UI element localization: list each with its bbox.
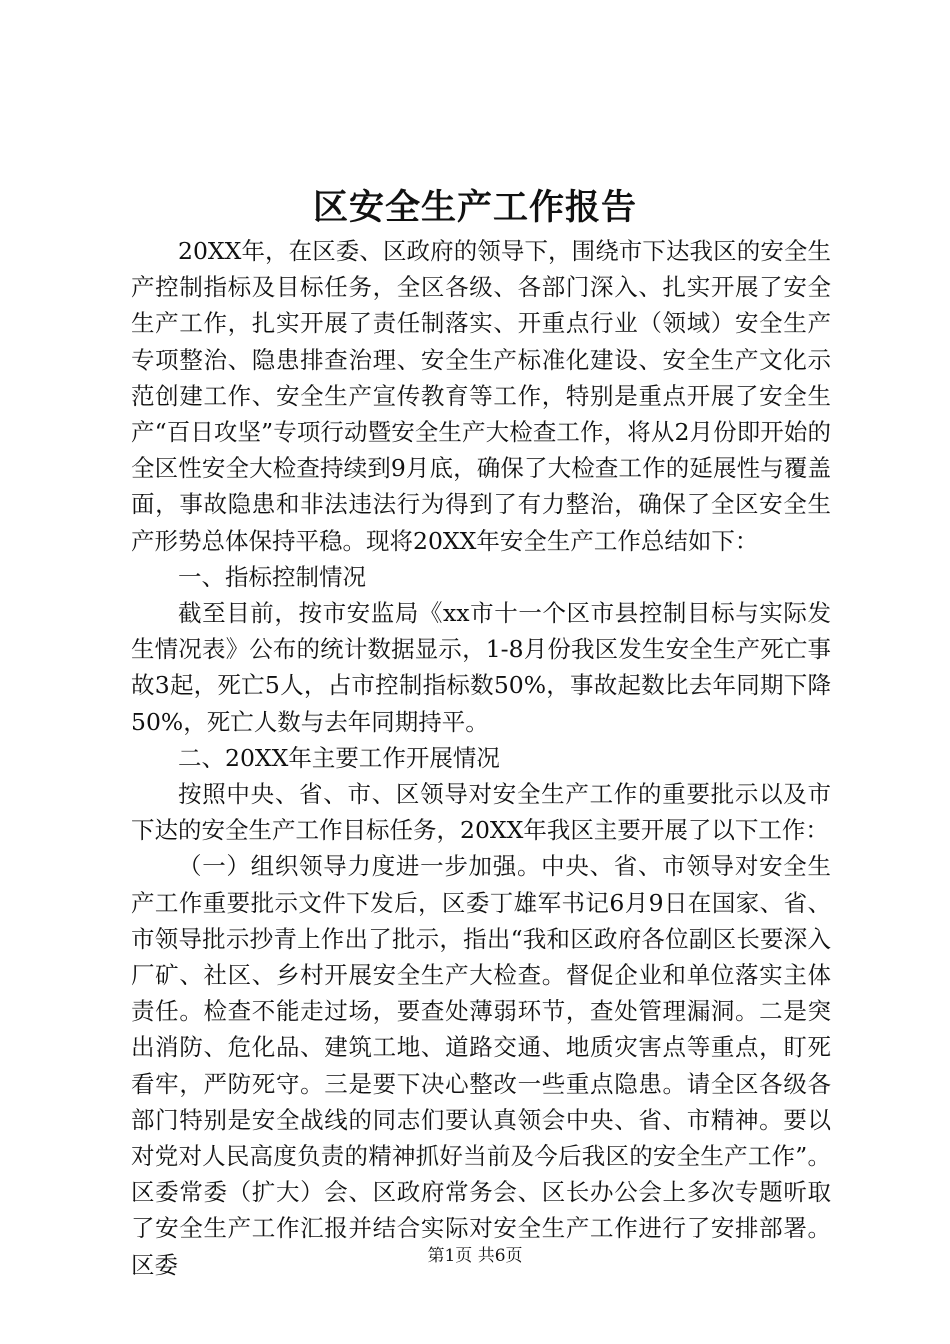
section-heading-2: 二、20XX年主要工作开展情况 xyxy=(178,743,500,772)
document-title: 区安全生产工作报告 xyxy=(312,187,637,228)
document-body xyxy=(131,233,831,1283)
section-heading-1: 一、指标控制情况 xyxy=(178,562,366,591)
paragraph-indicators: 截至目前，按市安监局《xx市十一个区市县控制目标与实际发生情况表》公布的统计数据显示，1-8月份我区发生安全生产死亡事故3起，死亡5人，占市控制指标数50%，事故起数比去年同期下降50%，死亡人数与去年同期持平。 xyxy=(131,599,831,736)
page-footer: 第1页 共6页 xyxy=(427,1246,523,1266)
paragraph-intro: 20XX年，在区委、区政府的领导下，围绕市下达我区的安全生产控制指标及目标任务，全区各级、各部门深入、扎实开展了安全生产工作，扎实开展了责任制落实、开重点行业（领域）安全生产专项整治、隐患排查治理、安全生产标准化建设、安全生产文化示范创建工作、安全生产宣传教育等工作，特别是重点开展了安全生产“百日攻坚”专项行动暨安全生产大检查工作，将从2月份即开始的全区性安全大检查持续到9月底，确保了大检查工作的延展性与覆盖面，事故隐患和非法违法行为得到了有力整治，确保了全区安全生产形势总体保持平稳。现将20XX年安全生产工作总结如下： xyxy=(131,237,831,555)
paragraph-work-overview: 按照中央、省、市、区领导对安全生产工作的重要批示以及市下达的安全生产工作目标任务，20XX年我区主要开展了以下工作： xyxy=(131,780,831,845)
paragraph-leadership: （一）组织领导力度进一步加强。中央、省、市领导对安全生产工作重要批示文件下发后，区委丁雄军书记6月9日在国家、省、市领导批示抄青上作出了批示，指出“我和区政府各位副区长要深入厂矿、社区、乡村开展安全生产大检查。督促企业和单位落实主体责任。检查不能走过场，要查处薄弱环节，查处管理漏洞。二是突出消防、危化品、建筑工地、道路交通、地质灾害点等重点，盯死看牢，严防死守。三是要下决心整改一些重点隐患。请全区各级各部门特别是安全战线的同志们要认真领会中央、省、市精神。要以对党对人民高度负责的精神抓好当前及今后我区的安全生产工作”。区委常委（扩大）会、区政府常务会、区长办公会上多次专题听取了安全生产工作汇报并结合实际对安全生产工作进行了安排部署。区委 xyxy=(131,852,831,1279)
